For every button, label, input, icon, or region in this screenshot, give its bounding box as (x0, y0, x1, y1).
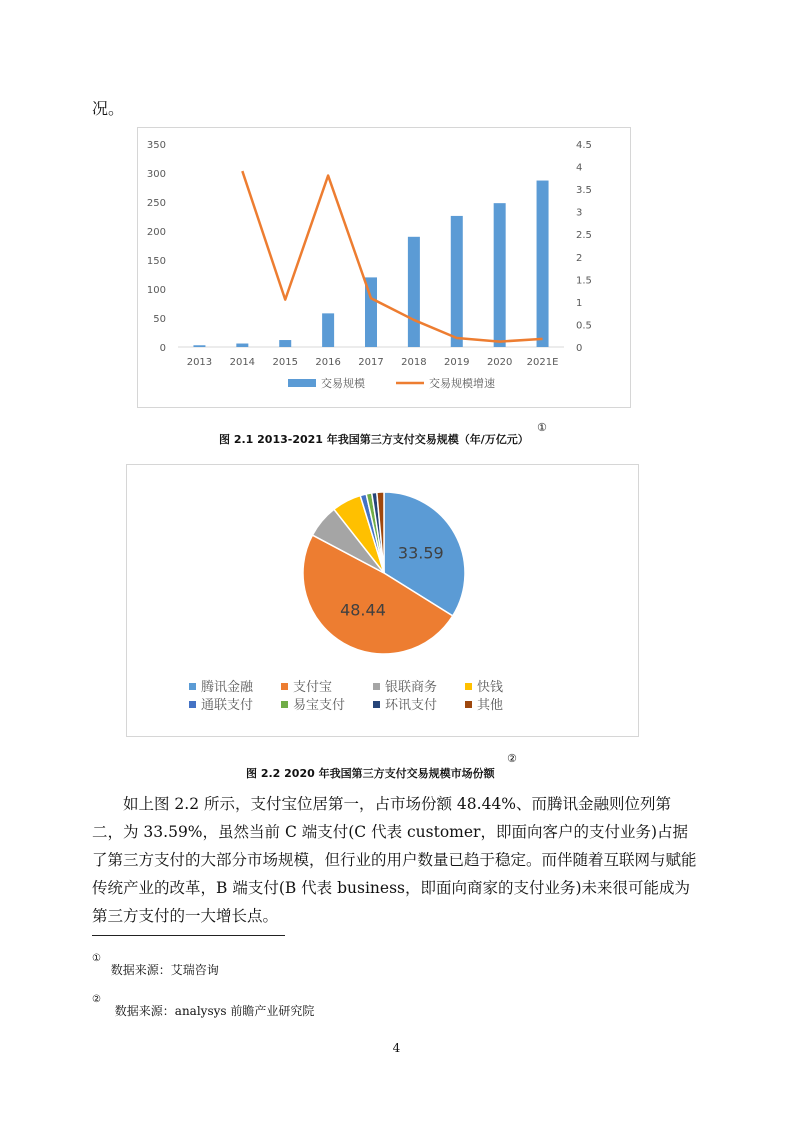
legend-swatch (373, 701, 380, 708)
legend-swatch (189, 701, 196, 708)
legend-swatch (465, 701, 472, 708)
footnote-1-text: 数据来源：艾瑞咨询 (110, 963, 219, 977)
legend-label: 易宝支付 (293, 698, 346, 713)
legend-bar-label: 交易规模 (321, 377, 365, 390)
bar-mark (494, 203, 506, 347)
figure2-note-mark: ② (507, 752, 517, 765)
y-left-tick-label: 350 (146, 140, 166, 151)
lead-text: 况。 (92, 99, 125, 118)
y-left-tick-label: 250 (146, 198, 166, 209)
bar-mark (193, 345, 205, 347)
footnote-2-text: 数据来源：analysys 前瞻产业研究院 (114, 1004, 315, 1018)
pie-chart-svg (127, 465, 638, 736)
legend-label: 其他 (477, 698, 504, 713)
y-right-tick-label: 2 (576, 252, 583, 264)
x-tick-label: 2020 (486, 357, 513, 368)
legend-swatch (373, 683, 380, 690)
x-tick-label: 2014 (229, 357, 256, 368)
bar-mark (451, 216, 463, 347)
y-left-tick-label: 100 (146, 285, 166, 296)
combo-chart-svg (138, 128, 630, 407)
y-right-tick-label: 3 (576, 207, 583, 219)
legend-label: 快钱 (477, 680, 504, 695)
paragraph-text: 如上图 2.2 所示，支付宝位居第一，占市场份额 48.44%、而腾讯金融则位列第二，为 33.59%，虽然当前 C 端支付(C 代表 customer，即面向客户的支付业务)占据了第三方支付的大部分市场规模，但行业的用户数量已趋于稳定。而伴随着互联网与赋能传统产业的改革，B 端支付(B 代表 business，即面向商家的支付业务)未来很可能成为第三方支付的一大增长点。 (92, 795, 697, 925)
y-left-tick-label: 200 (146, 227, 166, 238)
x-tick-label: 2017 (358, 357, 384, 368)
legend-bar-swatch (288, 379, 316, 387)
x-tick-label: 2019 (444, 357, 470, 368)
y-right-tick-label: 2.5 (576, 230, 592, 242)
footnote-2 (92, 994, 315, 1018)
market-share-chart (126, 464, 639, 737)
bar-mark (537, 181, 549, 347)
x-tick-label: 2021E (526, 357, 559, 368)
figure2-caption: 图 2.2 2020 年我国第三方支付交易规模市场份额 (246, 767, 495, 780)
legend-label: 腾讯金融 (201, 680, 254, 695)
footnote-1-mark: ① (92, 953, 101, 964)
y-right-tick-label: 1 (576, 297, 583, 309)
y-right-tick-label: 3.5 (576, 185, 592, 197)
pie-data-label: 48.44 (340, 600, 386, 620)
y-left-tick-label: 50 (153, 314, 166, 325)
bar-mark (279, 340, 291, 347)
body-paragraph (92, 790, 702, 930)
legend-label: 环讯支付 (385, 698, 438, 713)
footnote-2-mark: ② (92, 994, 101, 1005)
legend-swatch (465, 683, 472, 690)
footnote-separator (92, 935, 285, 936)
legend-line-label: 交易规模增速 (429, 377, 495, 390)
y-left-tick-label: 150 (146, 256, 166, 267)
legend-swatch (281, 683, 288, 690)
bar-mark (236, 344, 248, 347)
x-tick-label: 2013 (186, 357, 213, 368)
y-left-tick-label: 300 (146, 169, 166, 180)
figure1-note-mark: ① (537, 421, 547, 434)
legend-label: 通联支付 (201, 698, 254, 713)
page-number: 4 (392, 1041, 401, 1055)
legend-swatch (189, 683, 196, 690)
pie-data-label: 33.59 (397, 543, 444, 563)
y-right-tick-label: 4 (576, 162, 583, 174)
x-tick-label: 2015 (272, 357, 298, 368)
bar-mark (322, 313, 334, 347)
bar-mark (408, 237, 420, 347)
y-right-tick-label: 1.5 (576, 275, 592, 287)
x-tick-label: 2018 (401, 357, 427, 368)
figure1-caption: 图 2.1 2013-2021 年我国第三方支付交易规模（年/万亿元） (219, 433, 529, 446)
y-left-tick-label: 0 (159, 343, 166, 354)
y-right-tick-label: 0 (576, 343, 583, 354)
y-right-tick-label: 4.5 (576, 140, 592, 151)
footnote-1 (92, 953, 219, 977)
transaction-scale-chart (137, 127, 631, 408)
legend-swatch (281, 701, 288, 708)
y-right-tick-label: 0.5 (576, 320, 592, 332)
x-tick-label: 2016 (315, 357, 341, 368)
legend-label: 支付宝 (293, 680, 333, 695)
legend-label: 银联商务 (385, 680, 438, 695)
